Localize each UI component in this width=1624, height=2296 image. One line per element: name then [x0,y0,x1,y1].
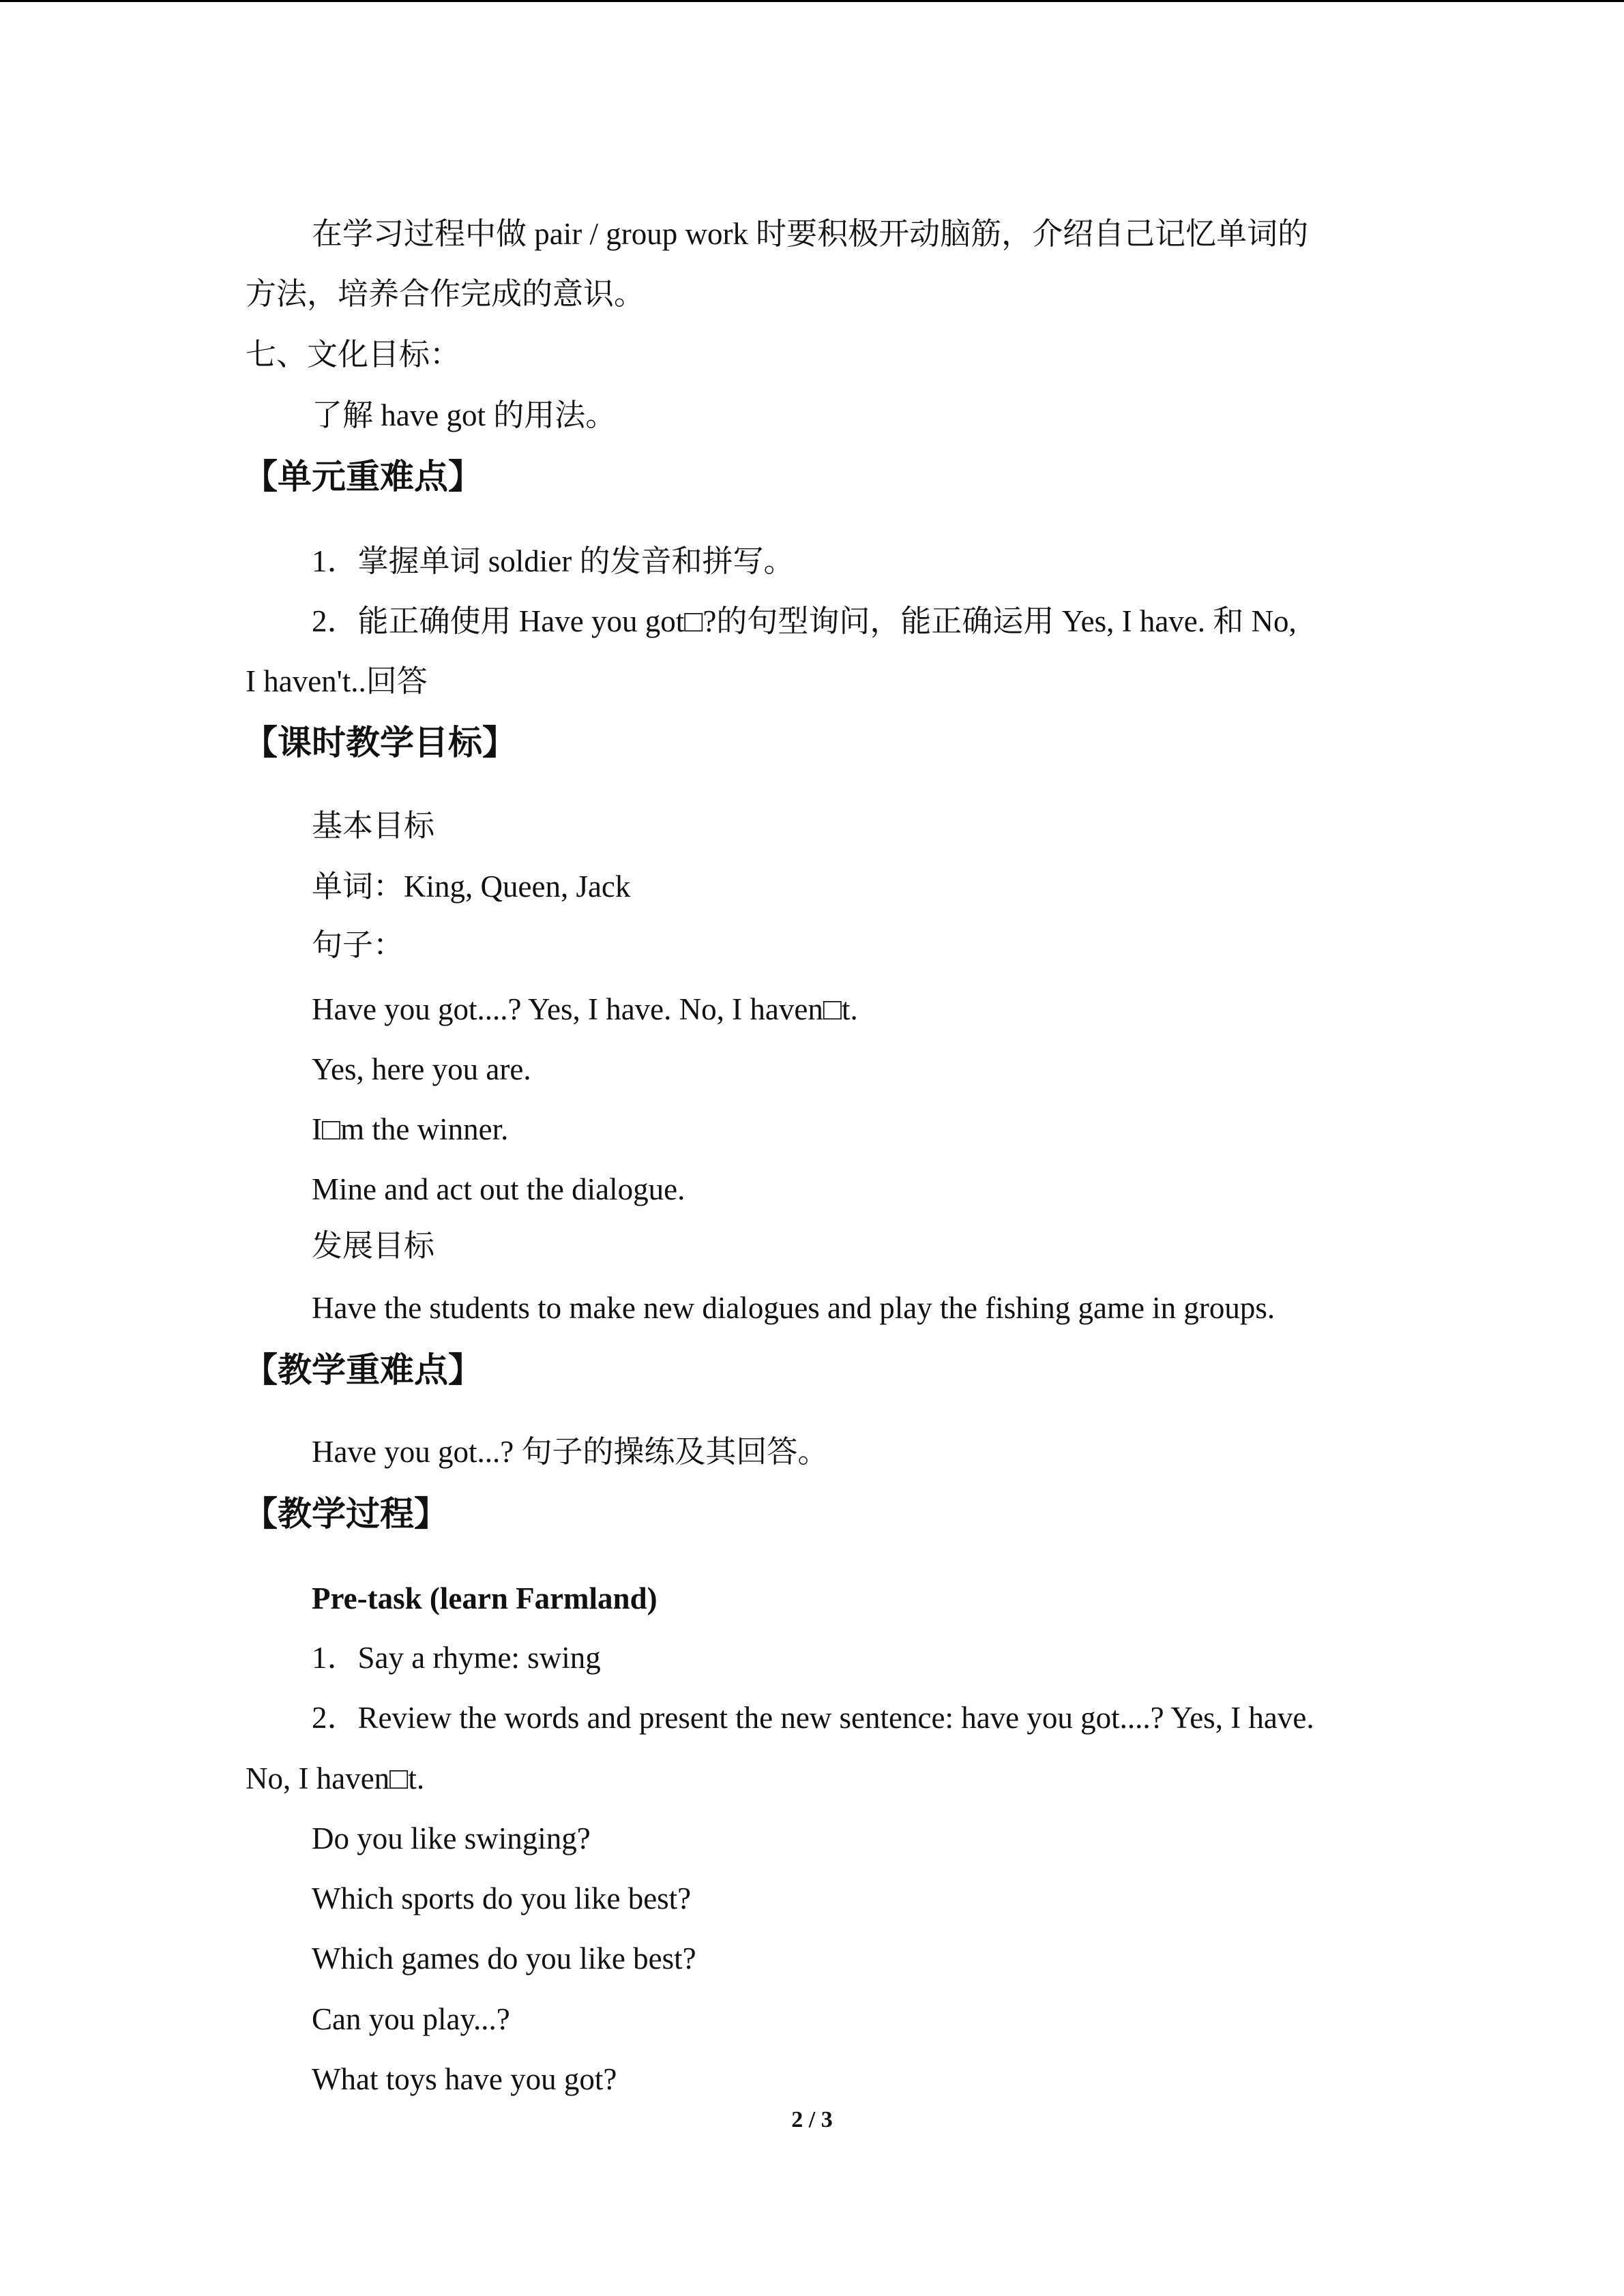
page-number: 2 / 3 [791,2107,833,2132]
list-item: 2．能正确使用 Have you got□?的句型询问，能正确运用 Yes, I have. 和 No, [312,604,1297,638]
subsection-label: 基本目标 [312,809,435,843]
paragraph-line: 了解 have got 的用法。 [312,398,617,432]
paragraph-line: 句子： [312,928,404,962]
section-heading: 【教学过程】 [243,1494,448,1534]
paragraph-line: I□m the winner. [312,1112,509,1146]
list-item: 1．Say a rhyme: swing [312,1641,601,1675]
paragraph-line: Can you play...? [312,2002,510,2036]
paragraph-line: Which sports do you like best? [312,1881,692,1915]
section-heading: 【单元重难点】 [243,457,482,496]
paragraph-line: Have you got...? 句子的操练及其回答。 [312,1435,829,1469]
paragraph-line: Have you got....? Yes, I have. No, I haven□t. [312,992,858,1026]
list-item: 1．掌握单词 soldier 的发音和拼写。 [312,544,795,578]
subsection-label: 发展目标 [312,1229,435,1263]
paragraph-line: 单词：King, Queen, Jack [312,869,631,904]
paragraph-line: Yes, here you are. [312,1052,531,1086]
paragraph-line: I haven't..回答 [246,664,428,698]
paragraph-line: Mine and act out the dialogue. [312,1172,685,1206]
section-label: 七、文化目标： [246,338,461,372]
section-heading: 【课时教学目标】 [243,723,516,762]
paragraph-line: Which games do you like best? [312,1941,696,1976]
section-heading: 【教学重难点】 [243,1350,482,1390]
list-item: 2．Review the words and present the new sentence: have you got....? Yes, I have. [312,1701,1314,1735]
paragraph-line: Have the students to make new dialogues and play the fishing game in groups. [312,1291,1275,1325]
subsection-title: Pre-task (learn Farmland) [312,1581,658,1615]
paragraph-line: No, I haven□t. [246,1761,425,1795]
paragraph-line: What toys have you got? [312,2062,617,2096]
paragraph-line: Do you like swinging? [312,1821,591,1855]
top-border-rule [0,0,1624,2]
paragraph-line: 方法，培养合作完成的意识。 [246,277,645,311]
paragraph-line: 在学习过程中做 pair / group work 时要积极开动脑筋，介绍自己记忆单词的 [312,217,1309,251]
